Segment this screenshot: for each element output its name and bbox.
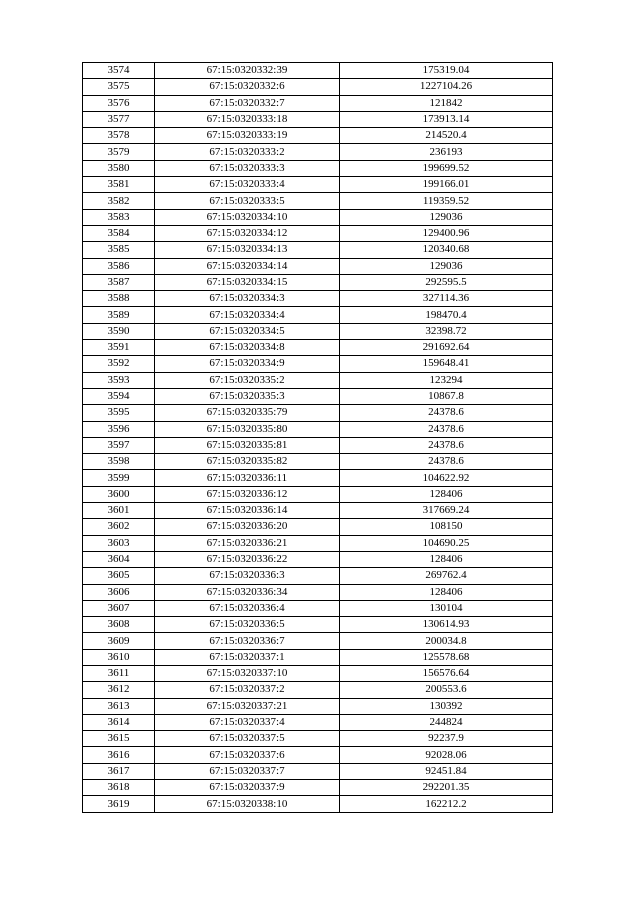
table-row (83, 356, 553, 372)
cadastral-number-cell: 67:15:0320333:5 (155, 193, 340, 209)
cadastral-number-cell: 67:15:0320334:5 (155, 323, 340, 339)
table-row (83, 780, 553, 796)
table-row (83, 405, 553, 421)
row-number-cell: 3581 (83, 177, 155, 193)
cadastral-number-cell: 67:15:0320335:2 (155, 372, 340, 388)
table-row (83, 225, 553, 241)
cadastral-number-cell: 67:15:0320337:10 (155, 665, 340, 681)
cadastral-number-cell: 67:15:0320332:7 (155, 95, 340, 111)
table-row (83, 144, 553, 160)
cadastral-number-cell: 67:15:0320333:18 (155, 111, 340, 127)
cadastral-number-cell: 67:15:0320334:12 (155, 225, 340, 241)
table-row (83, 503, 553, 519)
row-number-cell: 3609 (83, 633, 155, 649)
table-row (83, 665, 553, 681)
value-cell: 236193 (340, 144, 553, 160)
cadastral-number-cell: 67:15:0320334:14 (155, 258, 340, 274)
table-row (83, 258, 553, 274)
value-cell: 317669.24 (340, 503, 553, 519)
value-cell: 199699.52 (340, 160, 553, 176)
table-row (83, 160, 553, 176)
row-number-cell: 3594 (83, 388, 155, 404)
table-row (83, 291, 553, 307)
value-cell: 130104 (340, 600, 553, 616)
value-cell: 198470.4 (340, 307, 553, 323)
cadastral-number-cell: 67:15:0320335:80 (155, 421, 340, 437)
value-cell: 32398.72 (340, 323, 553, 339)
cadastral-number-cell: 67:15:0320335:81 (155, 437, 340, 453)
row-number-cell: 3598 (83, 454, 155, 470)
cadastral-number-cell: 67:15:0320332:6 (155, 79, 340, 95)
value-cell: 120340.68 (340, 242, 553, 258)
row-number-cell: 3611 (83, 665, 155, 681)
row-number-cell: 3577 (83, 111, 155, 127)
table-row (83, 388, 553, 404)
table-row (83, 731, 553, 747)
cadastral-number-cell: 67:15:0320336:21 (155, 535, 340, 551)
cadastral-number-cell: 67:15:0320336:11 (155, 470, 340, 486)
cadastral-number-cell: 67:15:0320334:9 (155, 356, 340, 372)
row-number-cell: 3595 (83, 405, 155, 421)
cadastral-number-cell: 67:15:0320337:1 (155, 649, 340, 665)
value-cell: 200553.6 (340, 682, 553, 698)
table-row (83, 340, 553, 356)
table-row (83, 600, 553, 616)
row-number-cell: 3591 (83, 340, 155, 356)
row-number-cell: 3585 (83, 242, 155, 258)
table-row (83, 470, 553, 486)
cadastral-number-cell: 67:15:0320337:4 (155, 714, 340, 730)
data-table (82, 62, 553, 813)
value-cell: 291692.64 (340, 340, 553, 356)
value-cell: 292595.5 (340, 274, 553, 290)
value-cell: 129400.96 (340, 225, 553, 241)
cadastral-number-cell: 67:15:0320336:14 (155, 503, 340, 519)
row-number-cell: 3607 (83, 600, 155, 616)
table-row (83, 649, 553, 665)
row-number-cell: 3615 (83, 731, 155, 747)
cadastral-number-cell: 67:15:0320334:3 (155, 291, 340, 307)
table-row (83, 454, 553, 470)
row-number-cell: 3604 (83, 551, 155, 567)
value-cell: 10867.8 (340, 388, 553, 404)
table-row (83, 682, 553, 698)
table-row (83, 584, 553, 600)
value-cell: 128406 (340, 584, 553, 600)
row-number-cell: 3588 (83, 291, 155, 307)
row-number-cell: 3603 (83, 535, 155, 551)
value-cell: 130614.93 (340, 617, 553, 633)
cadastral-number-cell: 67:15:0320337:5 (155, 731, 340, 747)
table-row (83, 763, 553, 779)
table-row (83, 535, 553, 551)
table-row (83, 747, 553, 763)
row-number-cell: 3601 (83, 503, 155, 519)
table-row (83, 551, 553, 567)
value-cell: 175319.04 (340, 63, 553, 79)
cadastral-number-cell: 67:15:0320337:7 (155, 763, 340, 779)
value-cell: 128406 (340, 551, 553, 567)
row-number-cell: 3590 (83, 323, 155, 339)
cadastral-number-cell: 67:15:0320336:12 (155, 486, 340, 502)
row-number-cell: 3617 (83, 763, 155, 779)
value-cell: 104622.92 (340, 470, 553, 486)
value-cell: 129036 (340, 258, 553, 274)
row-number-cell: 3610 (83, 649, 155, 665)
cadastral-number-cell: 67:15:0320337:21 (155, 698, 340, 714)
value-cell: 128406 (340, 486, 553, 502)
row-number-cell: 3605 (83, 568, 155, 584)
value-cell: 292201.35 (340, 780, 553, 796)
value-cell: 92451.84 (340, 763, 553, 779)
value-cell: 159648.41 (340, 356, 553, 372)
table-row (83, 323, 553, 339)
table-row (83, 796, 553, 812)
table-row (83, 177, 553, 193)
row-number-cell: 3612 (83, 682, 155, 698)
value-cell: 121842 (340, 95, 553, 111)
row-number-cell: 3602 (83, 519, 155, 535)
cadastral-number-cell: 67:15:0320334:10 (155, 209, 340, 225)
value-cell: 24378.6 (340, 454, 553, 470)
row-number-cell: 3618 (83, 780, 155, 796)
cadastral-number-cell: 67:15:0320335:79 (155, 405, 340, 421)
value-cell: 108150 (340, 519, 553, 535)
value-cell: 200034.8 (340, 633, 553, 649)
value-cell: 156576.64 (340, 665, 553, 681)
row-number-cell: 3587 (83, 274, 155, 290)
cadastral-number-cell: 67:15:0320335:82 (155, 454, 340, 470)
cadastral-number-cell: 67:15:0320334:8 (155, 340, 340, 356)
row-number-cell: 3584 (83, 225, 155, 241)
cadastral-number-cell: 67:15:0320335:3 (155, 388, 340, 404)
cadastral-number-cell: 67:15:0320336:5 (155, 617, 340, 633)
row-number-cell: 3613 (83, 698, 155, 714)
row-number-cell: 3583 (83, 209, 155, 225)
row-number-cell: 3619 (83, 796, 155, 812)
row-number-cell: 3593 (83, 372, 155, 388)
cadastral-number-cell: 67:15:0320336:4 (155, 600, 340, 616)
table-row (83, 698, 553, 714)
value-cell: 162212.2 (340, 796, 553, 812)
value-cell: 214520.4 (340, 128, 553, 144)
cadastral-number-cell: 67:15:0320336:3 (155, 568, 340, 584)
value-cell: 123294 (340, 372, 553, 388)
table-row (83, 617, 553, 633)
table-row (83, 372, 553, 388)
value-cell: 104690.25 (340, 535, 553, 551)
value-cell: 92237.9 (340, 731, 553, 747)
row-number-cell: 3575 (83, 79, 155, 95)
cadastral-number-cell: 67:15:0320336:7 (155, 633, 340, 649)
cadastral-number-cell: 67:15:0320336:34 (155, 584, 340, 600)
cadastral-number-cell: 67:15:0320336:20 (155, 519, 340, 535)
table-row (83, 568, 553, 584)
row-number-cell: 3592 (83, 356, 155, 372)
table-row (83, 63, 553, 79)
value-cell: 130392 (340, 698, 553, 714)
value-cell: 24378.6 (340, 421, 553, 437)
row-number-cell: 3600 (83, 486, 155, 502)
cadastral-number-cell: 67:15:0320337:6 (155, 747, 340, 763)
table-row (83, 437, 553, 453)
table-row (83, 111, 553, 127)
cadastral-number-cell: 67:15:0320334:15 (155, 274, 340, 290)
row-number-cell: 3579 (83, 144, 155, 160)
value-cell: 24378.6 (340, 405, 553, 421)
cadastral-number-cell: 67:15:0320337:2 (155, 682, 340, 698)
table-body (83, 63, 553, 813)
cadastral-number-cell: 67:15:0320332:39 (155, 63, 340, 79)
table-row (83, 519, 553, 535)
cadastral-number-cell: 67:15:0320334:4 (155, 307, 340, 323)
value-cell: 24378.6 (340, 437, 553, 453)
row-number-cell: 3596 (83, 421, 155, 437)
row-number-cell: 3578 (83, 128, 155, 144)
table-row (83, 79, 553, 95)
value-cell: 92028.06 (340, 747, 553, 763)
row-number-cell: 3614 (83, 714, 155, 730)
value-cell: 173913.14 (340, 111, 553, 127)
cadastral-number-cell: 67:15:0320333:3 (155, 160, 340, 176)
table-row (83, 421, 553, 437)
table-row (83, 633, 553, 649)
table-row (83, 242, 553, 258)
value-cell: 125578.68 (340, 649, 553, 665)
table-row (83, 486, 553, 502)
cadastral-number-cell: 67:15:0320333:19 (155, 128, 340, 144)
row-number-cell: 3608 (83, 617, 155, 633)
value-cell: 199166.01 (340, 177, 553, 193)
cadastral-number-cell: 67:15:0320338:10 (155, 796, 340, 812)
value-cell: 244824 (340, 714, 553, 730)
value-cell: 1227104.26 (340, 79, 553, 95)
table-row (83, 307, 553, 323)
row-number-cell: 3589 (83, 307, 155, 323)
row-number-cell: 3597 (83, 437, 155, 453)
table-row (83, 274, 553, 290)
cadastral-number-cell: 67:15:0320336:22 (155, 551, 340, 567)
table-row (83, 193, 553, 209)
table-row (83, 209, 553, 225)
cadastral-number-cell: 67:15:0320333:2 (155, 144, 340, 160)
row-number-cell: 3580 (83, 160, 155, 176)
row-number-cell: 3586 (83, 258, 155, 274)
cadastral-number-cell: 67:15:0320333:4 (155, 177, 340, 193)
row-number-cell: 3616 (83, 747, 155, 763)
row-number-cell: 3582 (83, 193, 155, 209)
value-cell: 327114.36 (340, 291, 553, 307)
row-number-cell: 3574 (83, 63, 155, 79)
row-number-cell: 3576 (83, 95, 155, 111)
row-number-cell: 3599 (83, 470, 155, 486)
value-cell: 269762.4 (340, 568, 553, 584)
value-cell: 119359.52 (340, 193, 553, 209)
table-row (83, 128, 553, 144)
row-number-cell: 3606 (83, 584, 155, 600)
cadastral-number-cell: 67:15:0320337:9 (155, 780, 340, 796)
cadastral-number-cell: 67:15:0320334:13 (155, 242, 340, 258)
table-row (83, 714, 553, 730)
table-row (83, 95, 553, 111)
value-cell: 129036 (340, 209, 553, 225)
